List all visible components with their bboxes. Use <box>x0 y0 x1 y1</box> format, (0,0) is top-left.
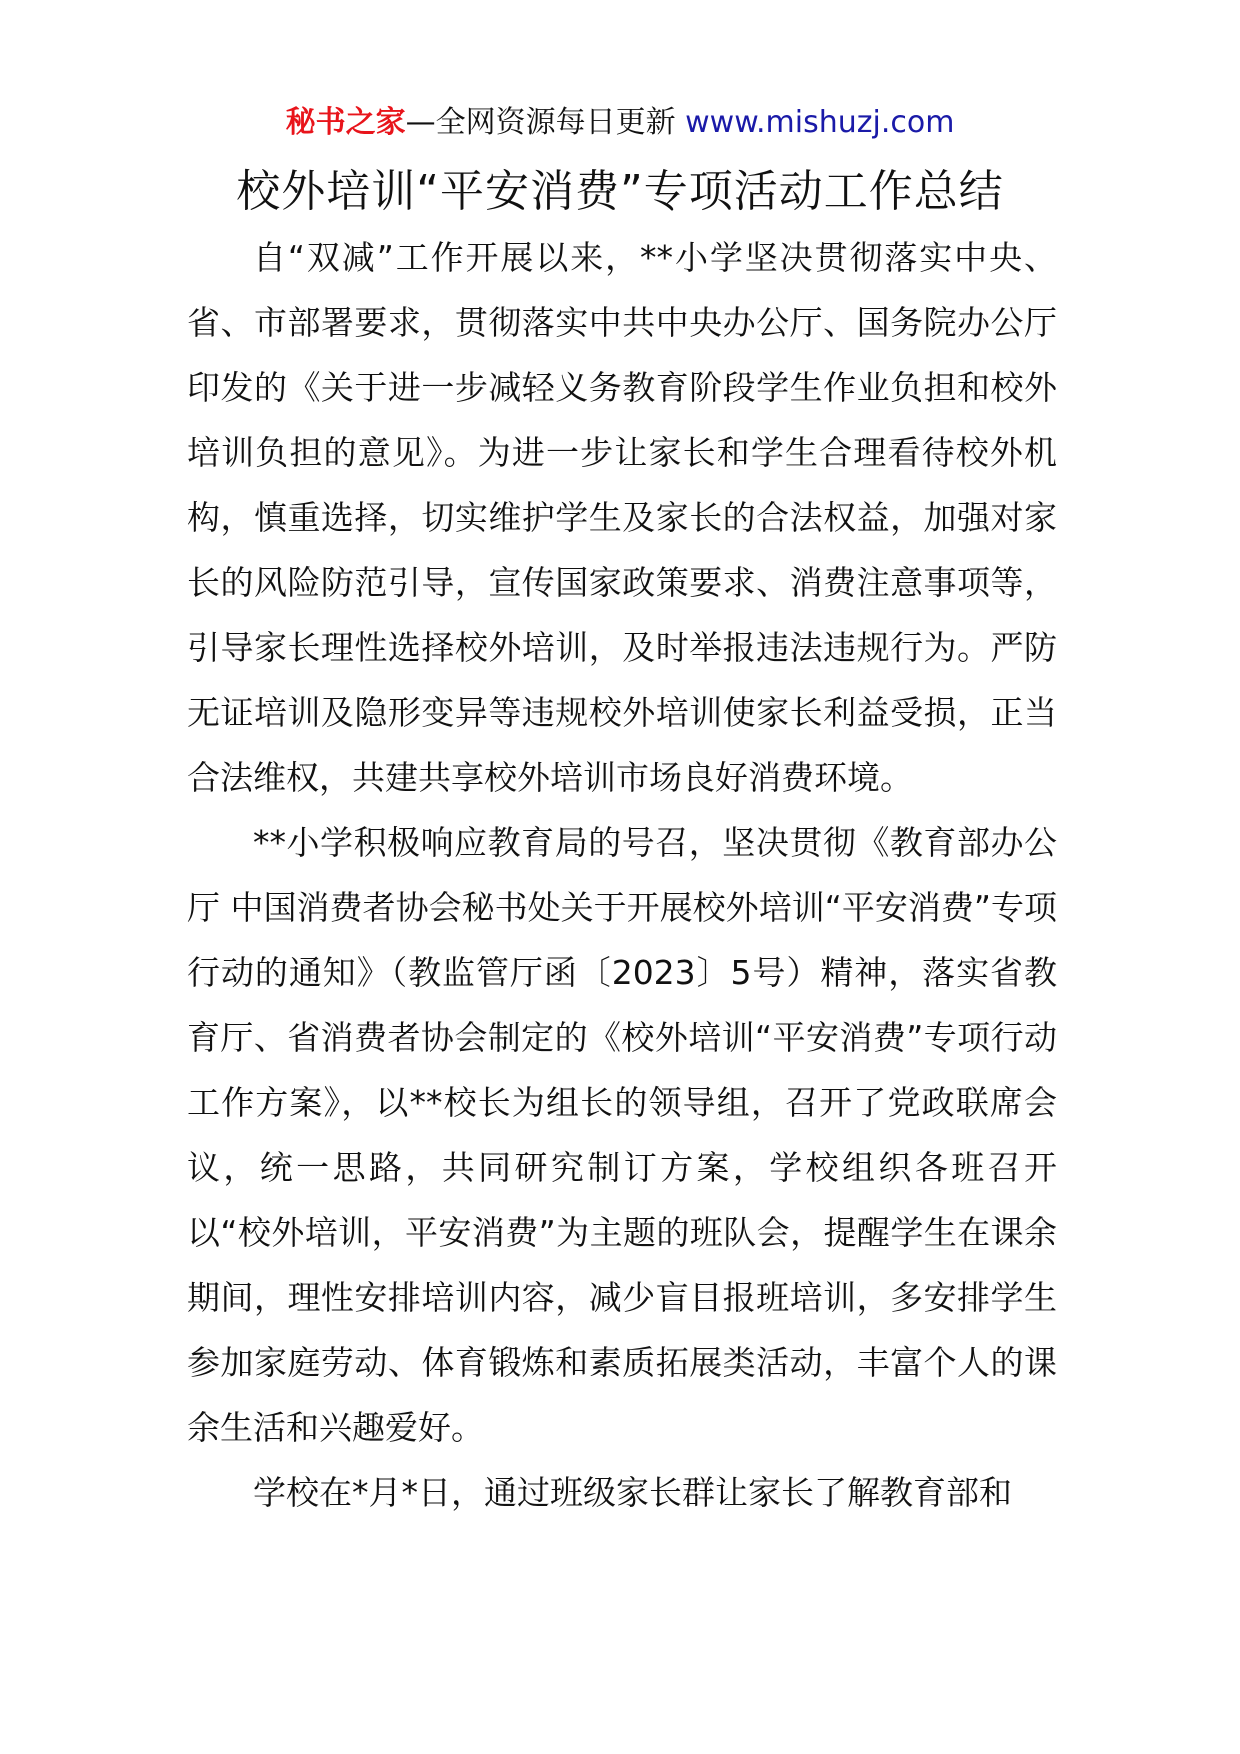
paragraph-3: 学校在*月*日，通过班级家长群让家长了解教育部和 <box>253 1473 1012 1512</box>
site-url-link[interactable]: www.mishuzj.com <box>685 105 955 140</box>
paragraph-1: 自“双减”工作开展以来，**小学坚决贯彻落实中央、省、市部署要求，贯彻落实中共中央办公厅、国务院办公厅印发的《关于进一步减轻义务教育阶段学生作业负担和校外培训负担的意见》。为进一步让家长和学生合理看待校外机构，慎重选择，切实维护学生及家长的合法权益，加强对家长的风险防范引导，宣传国家政策要求、消费注意事项等，引导家长理性选择校外培训，及时举报违法违规行为。严防无证培训及隐形变异等违规校外培训使家长利益受损，正当合法维权，共建共享校外培训市场良好消费环境。 <box>187 238 1057 797</box>
document-title: 校外培训“平安消费”专项活动工作总结 <box>236 166 1004 217</box>
site-brand: 秘书之家 <box>285 105 406 140</box>
site-tagline: —全网资源每日更新 <box>405 105 676 140</box>
paragraph-2: **小学积极响应教育局的号召，坚决贯彻《教育部办公厅 中国消费者协会秘书处关于开展校外培训“平安消费”专项行动的通知》（教监管厅函〔2023〕5号）精神，落实省教育厅、省消费者协会制定的《校外培训“平安消费”专项行动工作方案》，以**校长为组长的领导组，召开了党政联席会议，统一思路，共同研究制订方案，学校组织各班召开以“校外培训，平安消费”为主题的班队会，提醒学生在课余期间，理性安排培训内容，减少盲目报班培训，多安排学生参加家庭劳动、体育锻炼和素质拓展类活动，丰富个人的课余生活和兴趣爱好。 <box>187 823 1057 1447</box>
site-header <box>0 98 1240 148</box>
document-body <box>187 225 1057 1525</box>
